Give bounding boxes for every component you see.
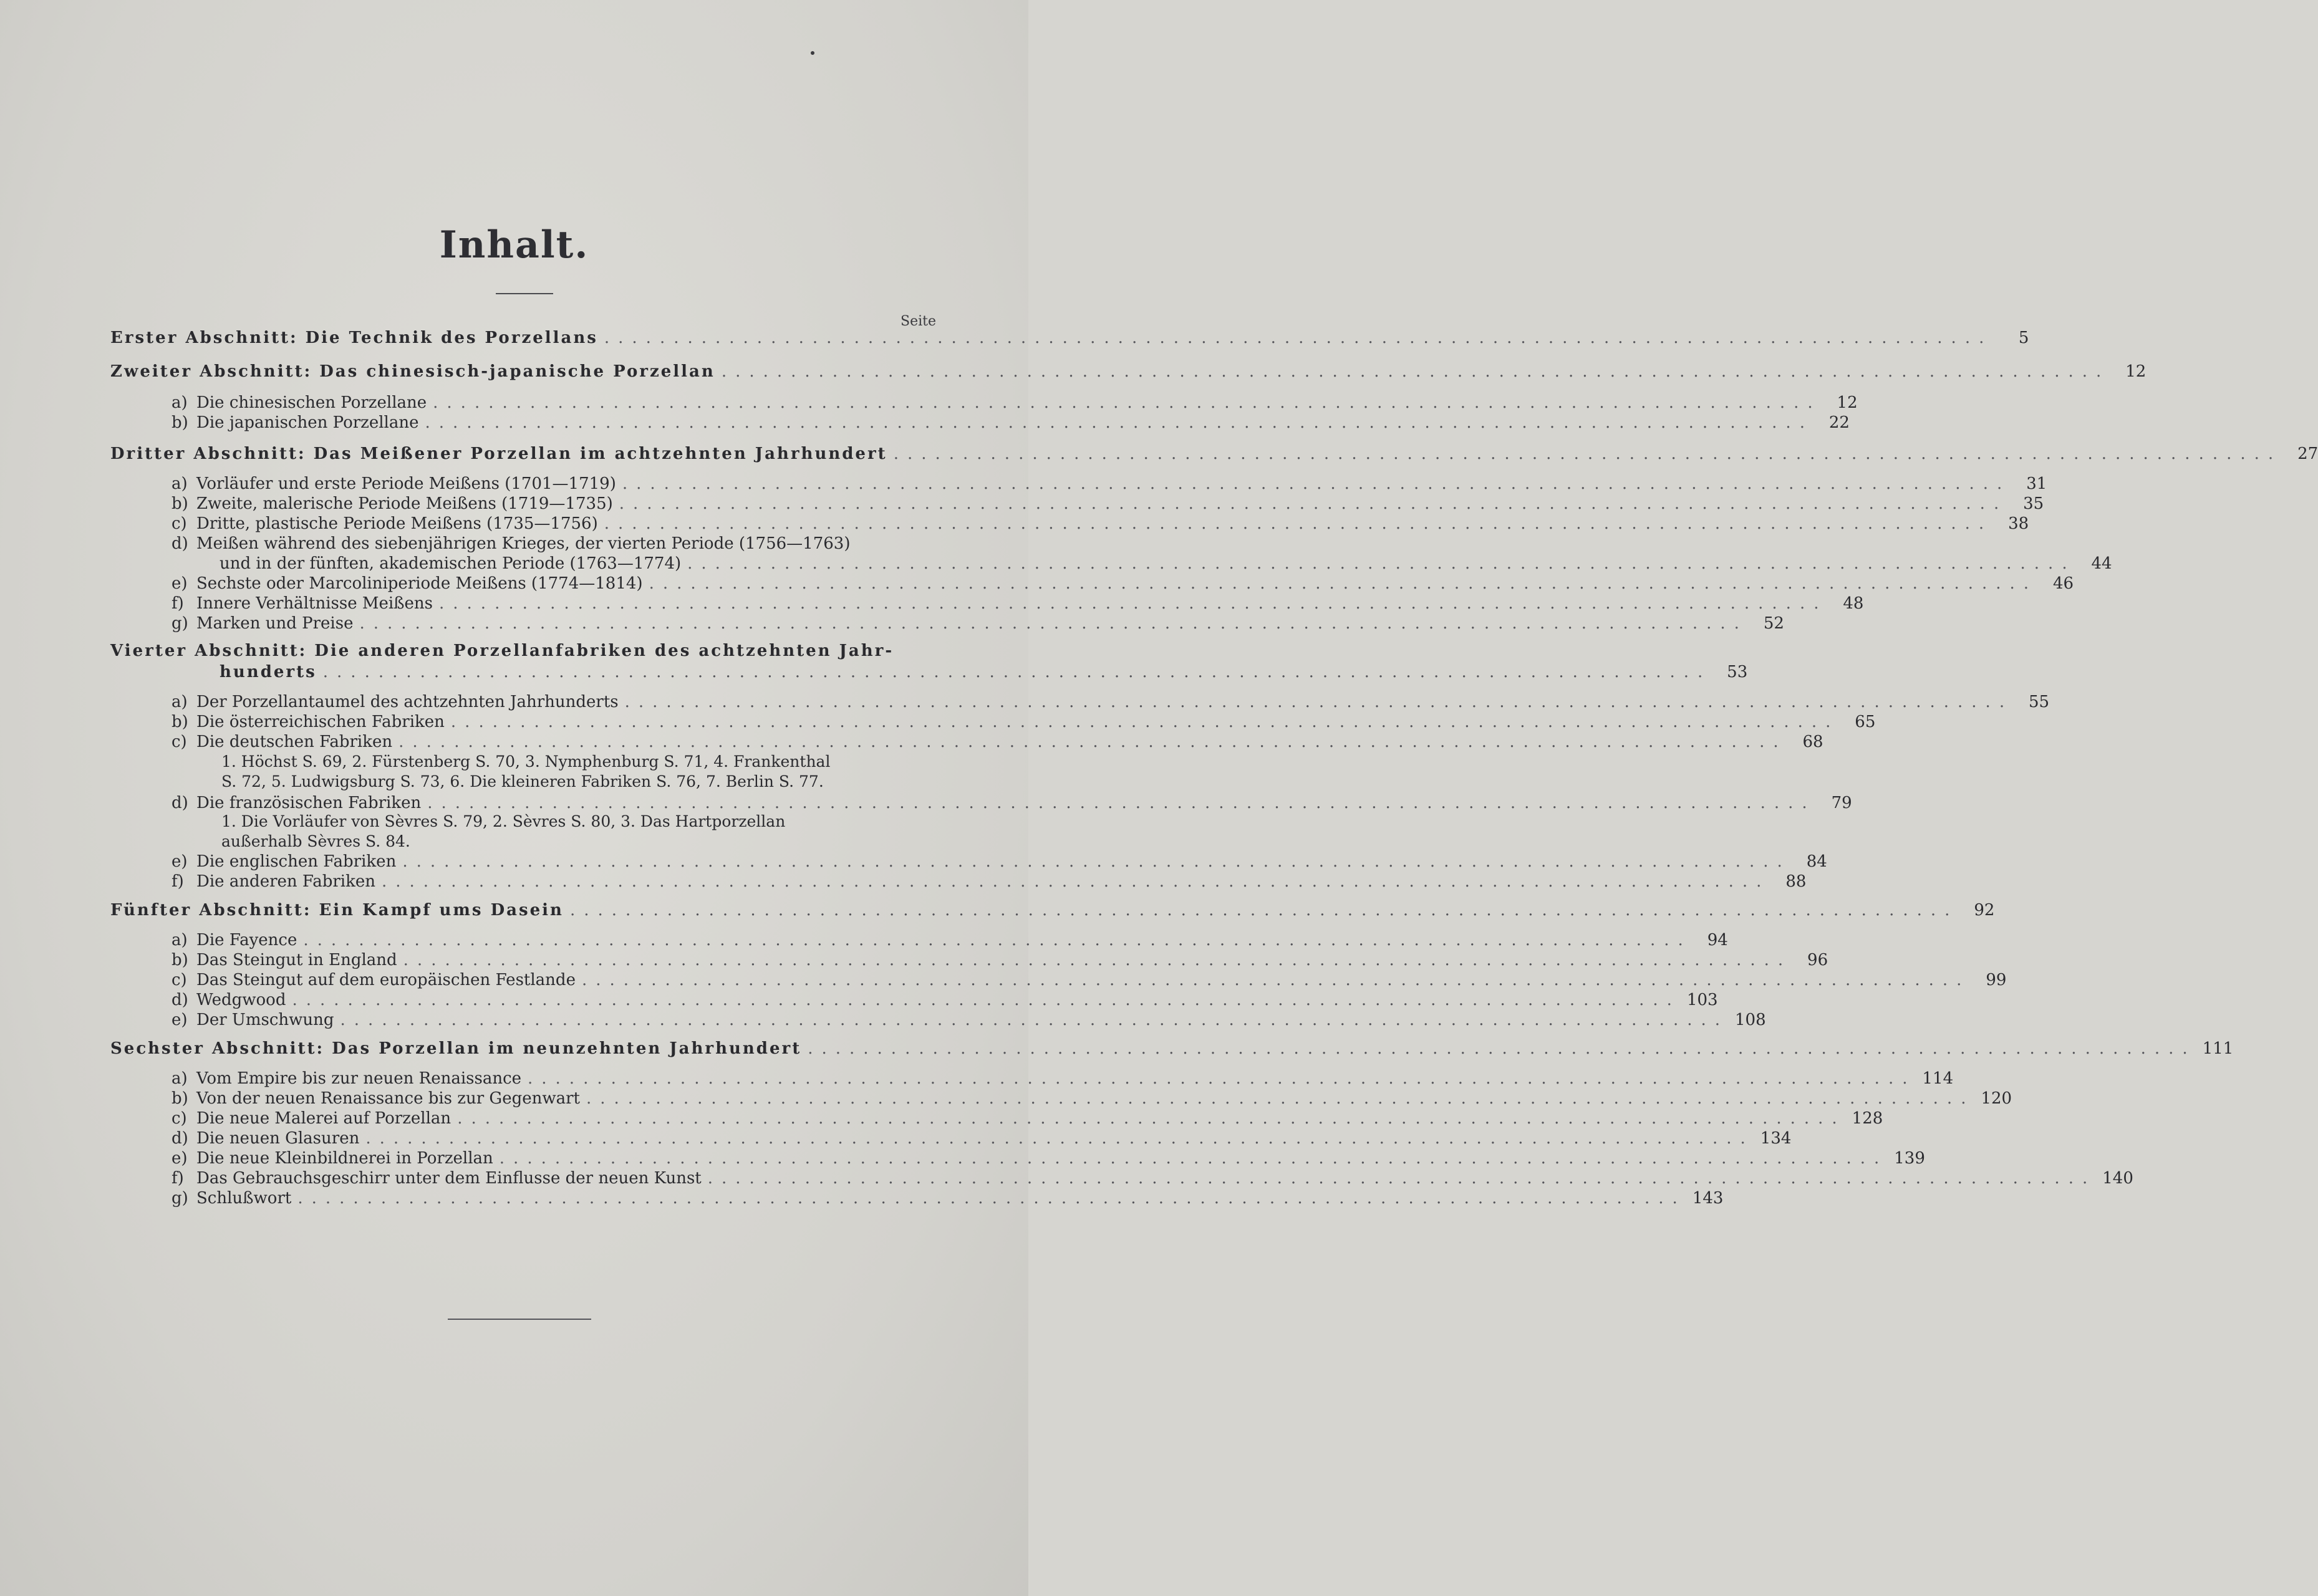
toc-subsection[interactable] xyxy=(171,1089,2012,1108)
toc-subsection-label: Die französischen Fabriken xyxy=(196,794,422,812)
toc-subsection-continuation: und in der fünften, akademischen Periode (1763—1774) xyxy=(220,554,682,573)
toc-page-number: 134 xyxy=(1760,1129,1792,1148)
toc-subsection-label: Sechste oder Marcoliniperiode Meißens (1774—1814) xyxy=(196,574,643,593)
toc-subsection-label: Marken und Preise xyxy=(196,614,354,633)
toc-subsection-label: Innere Verhältnisse Meißens xyxy=(196,594,433,613)
toc-subsection-label: Das Steingut in England xyxy=(196,951,397,969)
toc-letter: e) xyxy=(171,1011,188,1029)
toc-letter: f) xyxy=(171,872,184,891)
leader-dots: .................................................................................................... xyxy=(450,713,1840,731)
leader-dots: .................................................................................................... xyxy=(292,991,1681,1009)
toc-page-number: 108 xyxy=(1735,1011,1766,1029)
toc-section-continuation: hunderts xyxy=(220,663,317,681)
toc-letter: e) xyxy=(171,852,188,871)
toc-subsection-label: Vorläufer und erste Periode Meißens (1701—1719) xyxy=(196,474,616,493)
toc-subsection[interactable] xyxy=(171,613,1784,633)
toc-subsection-label: Die anderen Fabriken xyxy=(196,872,375,891)
toc-page-number: 94 xyxy=(1707,931,1728,949)
toc-subsection[interactable] xyxy=(171,950,1828,970)
toc-page-number: 79 xyxy=(1831,794,1852,812)
leader-dots: .................................................................................................... xyxy=(721,362,2110,381)
leader-dots: .................................................................................................... xyxy=(499,1149,1888,1168)
toc-subsection[interactable] xyxy=(171,732,1823,752)
toc-section-3[interactable] xyxy=(110,444,2318,464)
toc-subsection-label: Die neue Kleinbildnerei in Porzellan xyxy=(196,1149,493,1168)
toc-page-number: 88 xyxy=(1785,872,1807,891)
toc-subsection-label: Der Umschwung xyxy=(196,1011,334,1029)
toc-letter: b) xyxy=(171,951,188,969)
toc-letter: d) xyxy=(171,1129,188,1148)
toc-subsection[interactable] xyxy=(171,970,2007,990)
leader-dots: .................................................................................................... xyxy=(439,594,1828,613)
leader-dots: .................................................................................................... xyxy=(619,494,2008,513)
toc-section-1[interactable] xyxy=(110,328,2029,348)
toc-letter: c) xyxy=(171,514,187,533)
toc-subsection-label: Der Porzellantaumel des achtzehnten Jahrhunderts xyxy=(196,693,619,711)
toc-page-number: 46 xyxy=(2052,574,2074,593)
toc-section-4-line-1[interactable] xyxy=(110,641,894,661)
toc-page-number: 48 xyxy=(1843,594,1864,613)
toc-subsection-label: Wedgwood xyxy=(196,991,286,1009)
toc-letter: b) xyxy=(171,1089,188,1108)
toc-page-number: 31 xyxy=(2026,474,2047,493)
toc-detail-line: 1. Höchst S. 69, 2. Fürstenberg S. 70, 3. Nymphenburg S. 71, 4. Frankenthal xyxy=(221,752,831,771)
toc-letter: b) xyxy=(171,494,188,513)
toc-subsection[interactable] xyxy=(171,1188,1724,1208)
toc-letter: d) xyxy=(171,991,188,1009)
toc-section-4-line-2[interactable] xyxy=(220,662,1748,682)
paper-speck xyxy=(811,51,814,55)
toc-subsection-label: Von der neuen Renaissance bis zur Gegenwart xyxy=(196,1089,580,1108)
toc-page-number: 143 xyxy=(1692,1189,1724,1208)
toc-letter: e) xyxy=(171,1149,188,1168)
toc-page-number: 140 xyxy=(2102,1169,2133,1188)
leader-dots: .................................................................................................... xyxy=(403,951,1792,969)
toc-subsection-label: Das Gebrauchsgeschirr unter dem Einflusse der neuen Kunst xyxy=(196,1169,702,1188)
toc-subsection-label: Meißen während des siebenjährigen Krieges, der vierten Periode (1756—1763) xyxy=(196,534,851,553)
leader-dots: .................................................................................................... xyxy=(893,445,2282,463)
toc-letter: g) xyxy=(171,614,188,633)
toc-page-number: 12 xyxy=(1837,393,1858,412)
toc-subsection[interactable] xyxy=(171,930,1728,950)
leader-dots: .................................................................................................... xyxy=(359,614,1748,633)
toc-letter: g) xyxy=(171,1189,188,1208)
leader-dots: .................................................................................................... xyxy=(604,329,1993,347)
page-title: Inhalt. xyxy=(439,223,589,267)
leader-dots: .................................................................................................... xyxy=(365,1129,1754,1148)
toc-section-label: Erster Abschnitt: Die Technik des Porzellans xyxy=(110,329,598,347)
leader-dots: .................................................................................................... xyxy=(433,393,1822,412)
page-column-header: Seite xyxy=(901,314,936,329)
leader-dots: .................................................................................................... xyxy=(624,693,2014,711)
leader-dots: .................................................................................................... xyxy=(457,1109,1846,1128)
toc-letter: d) xyxy=(171,794,188,812)
toc-subsection-label: Zweite, malerische Periode Meißens (1719—1735) xyxy=(196,494,613,513)
toc-page-number: 139 xyxy=(1894,1149,1925,1168)
toc-subsection-label: Die neue Malerei auf Porzellan xyxy=(196,1109,452,1128)
toc-letter: b) xyxy=(171,413,188,432)
toc-section-label: Dritter Abschnitt: Das Meißener Porzellan im achtzehnten Jahrhundert xyxy=(110,445,887,463)
toc-subsection[interactable] xyxy=(171,990,1718,1010)
leader-dots: .................................................................................................... xyxy=(581,971,1971,989)
toc-subsection-label: Die österreichischen Fabriken xyxy=(196,713,445,731)
toc-letter: a) xyxy=(171,393,188,412)
toc-page-number: 128 xyxy=(1852,1109,1883,1128)
toc-subsection[interactable] xyxy=(171,494,2044,514)
toc-subsection[interactable] xyxy=(171,1168,2133,1188)
leader-dots: .................................................................................................... xyxy=(398,733,1787,751)
toc-detail-line: 1. Die Vorläufer von Sèvres S. 79, 2. Sèvres S. 80, 3. Das Hartporzellan xyxy=(221,812,786,830)
toc-page-number: 27 xyxy=(2297,445,2318,463)
leader-dots: .................................................................................................... xyxy=(297,1189,1686,1208)
toc-section-6[interactable] xyxy=(110,1039,2234,1059)
leader-dots: .................................................................................................... xyxy=(622,474,2011,493)
toc-subsection[interactable] xyxy=(171,852,1827,872)
toc-page-number: 114 xyxy=(1922,1069,1954,1088)
toc-section-label: Fünfter Abschnitt: Ein Kampf ums Dasein xyxy=(110,901,564,920)
toc-subsection-label: Die neuen Glasuren xyxy=(196,1129,360,1148)
toc-page-number: 12 xyxy=(2125,362,2147,381)
toc-detail-line: außerhalb Sèvres S. 84. xyxy=(221,832,410,850)
leader-dots: .................................................................................................... xyxy=(340,1011,1729,1029)
leader-dots: .................................................................................................... xyxy=(604,514,1993,533)
toc-page-number: 99 xyxy=(1986,971,2007,989)
toc-page-number: 65 xyxy=(1855,713,1876,731)
leader-dots: .................................................................................................... xyxy=(402,852,1791,871)
leader-dots: .................................................................................................... xyxy=(425,413,1813,432)
toc-section-label: Vierter Abschnitt: Die anderen Porzellanfabriken des achtzehnten Jahr- xyxy=(110,642,894,660)
toc-letter: f) xyxy=(171,594,184,613)
leader-dots: .................................................................................................... xyxy=(427,794,1816,812)
toc-subsection-label: Die englischen Fabriken xyxy=(196,852,397,871)
toc-subsection[interactable] xyxy=(171,594,1864,613)
toc-subsection-label: Vom Empire bis zur neuen Renaissance xyxy=(196,1069,522,1088)
toc-page-number: 96 xyxy=(1807,951,1828,969)
leader-dots: .................................................................................................... xyxy=(649,574,2038,593)
toc-subsection[interactable] xyxy=(171,413,1850,433)
toc-subsection[interactable] xyxy=(171,474,2047,494)
toc-page-number: 68 xyxy=(1802,733,1823,751)
toc-subsection-label: Das Steingut auf dem europäischen Festlande xyxy=(196,971,576,989)
leader-dots: .................................................................................................... xyxy=(569,901,1959,920)
toc-page-number: 120 xyxy=(1981,1089,2012,1108)
leader-dots: .................................................................................................... xyxy=(808,1039,2196,1058)
toc-letter: c) xyxy=(171,1109,187,1128)
toc-letter: f) xyxy=(171,1169,184,1188)
toc-subsection[interactable] xyxy=(171,1010,1766,1030)
toc-page-number: 22 xyxy=(1828,413,1850,432)
toc-section-label: Sechster Abschnitt: Das Porzellan im neunzehnten Jahrhundert xyxy=(110,1039,802,1058)
toc-subsection[interactable] xyxy=(171,712,1876,732)
toc-subsection[interactable] xyxy=(171,1108,1883,1128)
leader-dots: .................................................................................................... xyxy=(687,554,2076,573)
toc-page-number: 53 xyxy=(1727,663,1748,681)
toc-subsection[interactable] xyxy=(171,393,1858,413)
toc-letter: a) xyxy=(171,693,188,711)
toc-subsection[interactable] xyxy=(171,514,2029,534)
leader-dots: .................................................................................................... xyxy=(303,931,1692,949)
toc-page-number: 111 xyxy=(2202,1039,2234,1058)
toc-letter: d) xyxy=(171,534,188,553)
toc-subsection-label: Die chinesischen Porzellane xyxy=(196,393,427,412)
toc-page-number: 44 xyxy=(2091,554,2112,573)
toc-letter: c) xyxy=(171,971,187,989)
toc-subsection[interactable] xyxy=(171,1069,1954,1089)
toc-letter: a) xyxy=(171,931,188,949)
toc-subsection-label: Die deutschen Fabriken xyxy=(196,733,393,751)
toc-letter: c) xyxy=(171,733,187,751)
leader-dots: .................................................................................................... xyxy=(528,1069,1916,1088)
toc-page-number: 38 xyxy=(2008,514,2029,533)
toc-subsection-line-2[interactable] xyxy=(220,554,2112,574)
toc-detail-line: S. 72, 5. Ludwigsburg S. 73, 6. Die kleineren Fabriken S. 76, 7. Berlin S. 77. xyxy=(221,772,824,791)
closing-divider xyxy=(448,1319,591,1320)
toc-subsection[interactable] xyxy=(171,574,2074,594)
toc-subsection[interactable] xyxy=(171,1148,1925,1168)
toc-page-number: 5 xyxy=(2018,329,2029,347)
toc-section-label: Zweiter Abschnitt: Das chinesisch-japanische Porzellan xyxy=(110,362,715,381)
toc-page-number: 55 xyxy=(2029,693,2050,711)
toc-subsection-label: Schlußwort xyxy=(196,1189,292,1208)
toc-letter: e) xyxy=(171,574,188,593)
toc-letter: a) xyxy=(171,1069,188,1088)
toc-subsection[interactable] xyxy=(171,872,1807,892)
leader-dots: .................................................................................................... xyxy=(586,1089,1975,1108)
toc-letter: b) xyxy=(171,713,188,731)
toc-subsection[interactable] xyxy=(171,793,1852,813)
leader-dots: .................................................................................................... xyxy=(381,872,1770,891)
toc-letter: a) xyxy=(171,474,188,493)
leader-dots: .................................................................................................... xyxy=(322,663,1712,681)
toc-subsection[interactable] xyxy=(171,692,2050,712)
toc-subsection-label: Die japanischen Porzellane xyxy=(196,413,419,432)
leader-dots: .................................................................................................... xyxy=(707,1169,2097,1188)
toc-page-number: 35 xyxy=(2023,494,2044,513)
toc-subsection-label: Dritte, plastische Periode Meißens (1735—1756) xyxy=(196,514,598,533)
toc-section-2[interactable] xyxy=(110,362,2147,382)
toc-section-5[interactable] xyxy=(110,900,1995,920)
toc-page-number: 92 xyxy=(1974,901,1995,920)
toc-subsection-label: Die Fayence xyxy=(196,931,297,949)
toc-page-number: 103 xyxy=(1686,991,1718,1009)
toc-subsection-line-1[interactable] xyxy=(171,534,850,554)
toc-subsection[interactable] xyxy=(171,1128,1792,1148)
toc-page-number: 52 xyxy=(1763,614,1784,633)
toc-page-number: 84 xyxy=(1806,852,1827,871)
